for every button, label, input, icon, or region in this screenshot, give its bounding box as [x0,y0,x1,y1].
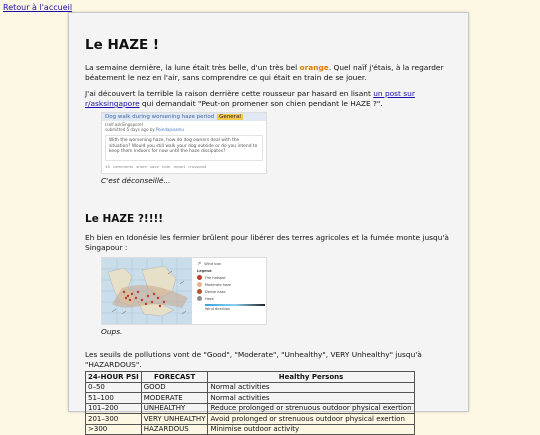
map-graphic [102,258,192,324]
reddit-title-bar [102,113,266,121]
page-title: Le HAZE ! [85,37,160,53]
paragraph-discovery: J'ai découvert la terrible la raison derrière cette rousseur par hasard en lisant un post sur r/asksingapore qui demandait "Peut-on promener son chien pendant le HAZE ?". [85,89,415,108]
wind-scale-bar [205,304,265,306]
section-title-haze: Le HAZE ?!!!! [85,213,164,225]
hotspot-icon [197,275,202,280]
table-row: 201–300 VERY UNHEALTHY Avoid prolonged or strenuous outdoor physical exertion [86,414,415,425]
caption-reddit: C'est déconseillé... [101,176,171,185]
psi-table [85,371,415,435]
haze-icon [197,296,202,301]
moderate-haze-icon [197,282,202,287]
reddit-screenshot [101,112,267,174]
haze-map-screenshot [101,257,267,325]
table-row: 51–100 MODERATE Normal activities [86,393,415,404]
column-header: 24-HOUR PSI [86,372,142,383]
reddit-body: With the worsening haze, how do dog owners deal with the situation? Would you still walk your dog outside or do you intend to keep them indoors for now until the haze dissipates? [105,135,263,161]
table-header-row [86,372,415,383]
back-to-home-link[interactable]: Retour à l'accueil [3,3,73,12]
article-card [68,12,469,434]
wind-icon: ↗ [197,261,202,267]
reddit-actions: 16 comments share save hide report crosspost [105,164,207,169]
haze-map [102,258,192,324]
table-row: 0–50 GOOD Normal activities [86,382,415,393]
reddit-post-title: Dog walk during worsening haze period [105,114,215,120]
map-figure [101,257,452,336]
dense-haze-icon [197,289,202,294]
caption-map: Oups. [101,327,123,336]
column-header: Healthy Persons [208,372,414,383]
map-legend: ↗ Wind icon Legend Fire hotspot Moderate haze Dense haze Haze Wind direction [192,258,270,324]
reddit-figure [101,112,452,185]
paragraph-intro: La semaine dernière, la lune était très belle, d'un très bel orange. Quel naïf j'étais, à la regarder béatement le nez en l'air, sans comprendre ce qui était en train de se jouer. [85,63,444,82]
reddit-meta: (self.askSingapore) submitted 5 days ago by Poindapisamu [105,122,184,132]
reddit-post-link[interactable]: un post sur r/asksingapore [85,89,415,108]
column-header: FORECAST [141,372,208,383]
reddit-flair: General [219,114,241,120]
paragraph-thresholds: Les seuils de pollutions vont de "Good", "Moderate", "Unhealthy", VERY Unhealthy" jusqu'à "HAZARDOUS". [85,350,422,369]
reddit-user: Poindapisamu [156,127,184,132]
table-row: >300 HAZARDOUS Minimise outdoor activity [86,424,415,435]
orange-highlight: orange [299,63,329,72]
table-row: 101–200 UNHEALTHY Reduce prolonged or strenuous outdoor physical exertion [86,403,415,414]
paragraph-indonesia: Eh bien en Idonésie les fermier brûlent pour libérer des terres agricoles et la fumée monte jusqu'à Singapour : [85,233,449,252]
